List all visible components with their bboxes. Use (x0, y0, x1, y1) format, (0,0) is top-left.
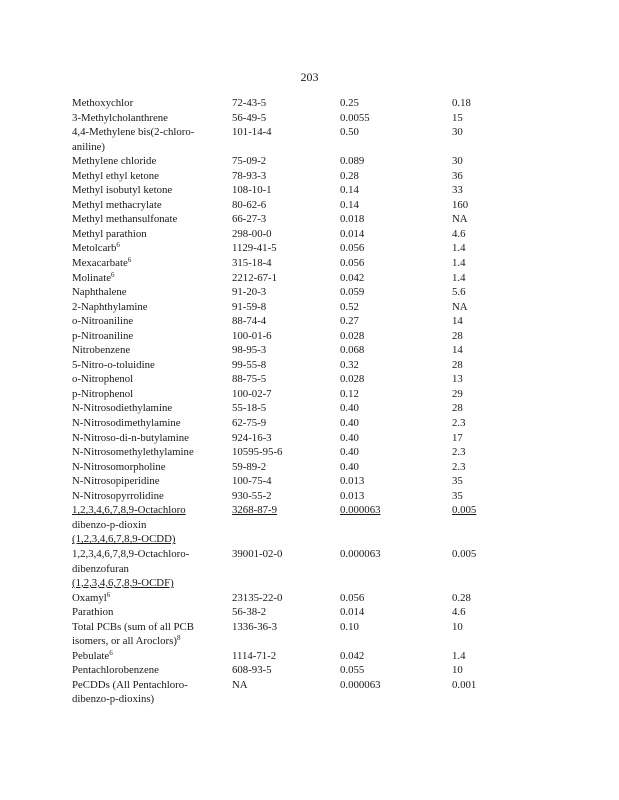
cas-number: 108-10-1 (232, 184, 272, 197)
name-line: o-Nitroaniline (72, 315, 134, 328)
name-line: dibenzofuran (72, 562, 129, 575)
cas-number: NA (232, 678, 248, 691)
name-line: o-Nitrophenol (72, 373, 134, 386)
table-row (72, 358, 492, 373)
table-row (72, 169, 492, 184)
nonwastewater-standard: 29 (452, 387, 463, 400)
name-line: 3-Methylcholanthrene (72, 111, 168, 124)
table-row (72, 489, 492, 504)
wastewater-standard: 0.013 (340, 475, 365, 488)
name-line: Methyl parathion (72, 227, 147, 240)
wastewater-standard: 0.089 (340, 155, 365, 168)
footnote-marker: 6 (106, 590, 111, 599)
constituent-name (72, 285, 222, 300)
nonwastewater-standard: 1.4 (452, 649, 466, 662)
constituent-name (72, 605, 222, 620)
name-line: p-Nitroaniline (72, 329, 134, 342)
table-row (72, 343, 492, 358)
wastewater-standard: 0.40 (340, 431, 359, 444)
cas-number: 88-75-5 (232, 373, 267, 386)
constituent-name (72, 183, 222, 198)
wastewater-standard: 0.50 (340, 126, 359, 139)
name-line: Naphthalene (72, 286, 127, 299)
wastewater-standard: 0.014 (340, 606, 365, 619)
table-row (72, 678, 492, 707)
constituent-name (72, 125, 222, 154)
table-row (72, 227, 492, 242)
nonwastewater-standard: 35 (452, 489, 463, 502)
wastewater-standard: 0.40 (340, 417, 359, 430)
nonwastewater-standard: 2.3 (452, 460, 466, 473)
constituent-name (72, 678, 222, 707)
constituent-name (72, 256, 222, 271)
nonwastewater-standard: NA (452, 213, 468, 226)
cas-number: 56-38-2 (232, 606, 267, 619)
table-row (72, 649, 492, 664)
nonwastewater-standard: 0.18 (452, 97, 471, 109)
wastewater-standard: 0.14 (340, 198, 359, 211)
cas-number: 1336-36-3 (232, 620, 277, 633)
cas-number: 101-14-4 (232, 126, 272, 139)
name-line: N-Nitrosomethylethylamine (72, 446, 194, 459)
nonwastewater-standard: 28 (452, 329, 463, 342)
cas-number: 1114-71-2 (232, 649, 277, 662)
constituent-name (72, 111, 222, 126)
name-line: N-Nitrosodimethylamine (72, 417, 181, 430)
name-line: 1,2,3,4,6,7,8,9-Octachloro (72, 504, 186, 517)
name-line: Molinate (72, 271, 111, 284)
table-row (72, 460, 492, 475)
table-row (72, 503, 492, 547)
wastewater-standard: 0.028 (340, 329, 365, 342)
constituent-name (72, 300, 222, 315)
constituent-name (72, 547, 222, 591)
constituent-name (72, 314, 222, 329)
cas-number: 80-62-6 (232, 198, 267, 211)
cas-number: 2212-67-1 (232, 271, 277, 284)
wastewater-standard: 0.000063 (340, 547, 381, 560)
constituent-name (72, 489, 222, 504)
nonwastewater-standard: 13 (452, 373, 463, 386)
constituent-name (72, 445, 222, 460)
nonwastewater-standard: 30 (452, 126, 463, 139)
nonwastewater-standard: 5.6 (452, 286, 466, 299)
footnote-marker: 6 (127, 256, 132, 265)
name-line: 4,4-Methylene bis(2-chloro- (72, 126, 195, 139)
wastewater-standard: 0.40 (340, 460, 359, 473)
nonwastewater-standard: 4.6 (452, 606, 466, 619)
nonwastewater-standard: 2.3 (452, 417, 466, 430)
table-row (72, 256, 492, 271)
cas-number: 924-16-3 (232, 431, 272, 444)
nonwastewater-standard: 28 (452, 358, 463, 371)
constituent-name (72, 372, 222, 387)
wastewater-standard: 0.10 (340, 620, 359, 633)
wastewater-standard: 0.059 (340, 286, 365, 299)
constituent-name (72, 227, 222, 242)
nonwastewater-standard: 30 (452, 155, 463, 168)
cas-number: 91-20-3 (232, 286, 267, 299)
constituent-name (72, 271, 222, 286)
cas-number: 3268-87-9 (232, 504, 277, 517)
table-row (72, 183, 492, 198)
table-row (72, 198, 492, 213)
wastewater-standard: 0.25 (340, 97, 359, 109)
name-line: (1,2,3,4,6,7,8,9-OCDD) (72, 533, 176, 546)
cas-number: 62-75-9 (232, 417, 267, 430)
constituent-name (72, 96, 222, 111)
constituent-table (72, 96, 492, 707)
nonwastewater-standard: NA (452, 300, 468, 313)
table-row (72, 474, 492, 489)
table-row (72, 401, 492, 416)
wastewater-standard: 0.14 (340, 184, 359, 197)
constituent-name (72, 649, 222, 664)
constituent-name (72, 329, 222, 344)
cas-number: 72-43-5 (232, 97, 267, 109)
name-line: N-Nitrosopyrrolidine (72, 489, 164, 502)
name-line: N-Nitrosomorpholine (72, 460, 166, 473)
wastewater-standard: 0.014 (340, 227, 365, 240)
footnote-marker: 6 (109, 648, 113, 657)
constituent-name (72, 169, 222, 184)
constituent-name (72, 620, 222, 649)
cas-number: 315-18-4 (232, 257, 272, 270)
cas-number: 75-09-2 (232, 155, 267, 168)
nonwastewater-standard: 1.4 (452, 242, 466, 255)
nonwastewater-standard: 17 (452, 431, 463, 444)
constituent-name (72, 663, 222, 678)
constituent-name (72, 591, 222, 606)
wastewater-standard: 0.056 (340, 242, 365, 255)
name-line: p-Nitrophenol (72, 387, 134, 400)
cas-number: 88-74-4 (232, 315, 267, 328)
name-line: Oxamyl (72, 591, 107, 604)
nonwastewater-standard: 2.3 (452, 446, 466, 459)
table-row (72, 416, 492, 431)
wastewater-standard: 0.40 (340, 402, 359, 415)
cas-number: 930-55-2 (232, 489, 272, 502)
name-line: (1,2,3,4,6,7,8,9-OCDF) (72, 577, 174, 590)
table-row (72, 620, 492, 649)
nonwastewater-standard: 0.28 (452, 591, 471, 604)
cas-number: 1129-41-5 (232, 242, 277, 255)
wastewater-standard: 0.042 (340, 649, 365, 662)
table-row (72, 663, 492, 678)
wastewater-standard: 0.52 (340, 300, 359, 313)
name-line: 1,2,3,4,6,7,8,9-Octachloro- (72, 547, 190, 560)
cas-number: 55-18-5 (232, 402, 267, 415)
cas-number: 56-49-5 (232, 111, 267, 124)
cas-number: 99-55-8 (232, 358, 267, 371)
wastewater-standard: 0.12 (340, 387, 359, 400)
wastewater-standard: 0.40 (340, 446, 359, 459)
wastewater-standard: 0.018 (340, 213, 365, 226)
table-row (72, 271, 492, 286)
name-line: 2-Naphthylamine (72, 300, 148, 313)
wastewater-standard: 0.27 (340, 315, 359, 328)
name-line: N-Nitrosodiethylamine (72, 402, 173, 415)
nonwastewater-standard: 10 (452, 620, 463, 633)
table-row (72, 241, 492, 256)
cas-number: 91-59-8 (232, 300, 267, 313)
cas-number: 608-93-5 (232, 664, 272, 677)
name-line: Pebulate (72, 649, 110, 662)
nonwastewater-standard: 33 (452, 184, 463, 197)
constituent-name (72, 154, 222, 169)
cas-number: 39001-02-0 (232, 547, 283, 560)
table-row (72, 154, 492, 169)
nonwastewater-standard: 0.001 (452, 678, 477, 691)
wastewater-standard: 0.28 (340, 169, 359, 182)
name-line: PeCDDs (All Pentachloro- (72, 678, 188, 691)
table-row (72, 300, 492, 315)
constituent-name (72, 460, 222, 475)
constituent-name (72, 503, 222, 547)
wastewater-standard: 0.068 (340, 344, 365, 357)
table-row (72, 96, 492, 111)
name-line: 5-Nitro-o-toluidine (72, 358, 155, 371)
name-line: Total PCBs (sum of all PCB (72, 620, 194, 633)
cas-number: 23135-22-0 (232, 591, 283, 604)
name-line: Mexacarbate (72, 257, 128, 270)
table-row (72, 605, 492, 620)
wastewater-standard: 0.000063 (340, 678, 381, 691)
nonwastewater-standard: 1.4 (452, 257, 466, 270)
wastewater-standard: 0.042 (340, 271, 365, 284)
name-line: Methoxychlor (72, 97, 134, 109)
table-row (72, 445, 492, 460)
nonwastewater-standard: 160 (452, 198, 469, 211)
name-line: isomers, or all Aroclors) (72, 635, 177, 648)
wastewater-standard: 0.028 (340, 373, 365, 386)
nonwastewater-standard: 15 (452, 111, 463, 124)
wastewater-standard: 0.0055 (340, 111, 370, 124)
nonwastewater-standard: 4.6 (452, 227, 466, 240)
table-row (72, 431, 492, 446)
wastewater-standard: 0.056 (340, 591, 365, 604)
name-line: aniline) (72, 140, 105, 153)
name-line: Parathion (72, 606, 114, 619)
constituent-name (72, 431, 222, 446)
footnote-marker: 6 (116, 241, 120, 250)
nonwastewater-standard: 10 (452, 664, 463, 677)
table-row (72, 111, 492, 126)
name-line: N-Nitrosopiperidine (72, 475, 160, 488)
constituent-name (72, 198, 222, 213)
cas-number: 100-02-7 (232, 387, 272, 400)
table-row (72, 591, 492, 606)
constituent-name (72, 343, 222, 358)
name-line: Metolcarb (72, 242, 117, 255)
nonwastewater-standard: 28 (452, 402, 463, 415)
constituent-name (72, 416, 222, 431)
name-line: Methylene chloride (72, 155, 157, 168)
nonwastewater-standard: 0.005 (452, 547, 477, 560)
name-line: Methyl methacrylate (72, 198, 162, 211)
constituent-name (72, 387, 222, 402)
cas-number: 66-27-3 (232, 213, 267, 226)
nonwastewater-standard: 35 (452, 475, 463, 488)
table-row (72, 329, 492, 344)
wastewater-standard: 0.055 (340, 664, 365, 677)
cas-number: 10595-95-6 (232, 446, 283, 459)
table-row (72, 314, 492, 329)
cas-number: 298-00-0 (232, 227, 272, 240)
constituent-name (72, 241, 222, 256)
constituent-name (72, 401, 222, 416)
table-row (72, 372, 492, 387)
cas-number: 100-75-4 (232, 475, 272, 488)
cas-number: 78-93-3 (232, 169, 267, 182)
cas-number: 98-95-3 (232, 344, 267, 357)
wastewater-standard: 0.013 (340, 489, 365, 502)
name-line: dibenzo-p-dioxins) (72, 693, 155, 706)
footnote-marker: 8 (176, 634, 181, 643)
nonwastewater-standard: 14 (452, 344, 463, 357)
constituent-name (72, 212, 222, 227)
name-line: Methyl isobutyl ketone (72, 184, 173, 197)
constituent-name (72, 358, 222, 373)
name-line: Methyl ethyl ketone (72, 169, 159, 182)
nonwastewater-standard: 36 (452, 169, 463, 182)
nonwastewater-standard: 14 (452, 315, 463, 328)
table-row (72, 285, 492, 300)
table-row (72, 387, 492, 402)
cas-number: 100-01-6 (232, 329, 272, 342)
wastewater-standard: 0.000063 (340, 504, 381, 517)
table-row (72, 212, 492, 227)
wastewater-standard: 0.056 (340, 257, 365, 270)
name-line: N-Nitroso-di-n-butylamine (72, 431, 189, 444)
footnote-marker: 6 (110, 270, 115, 279)
name-line: Methyl methansulfonate (72, 213, 178, 226)
name-line: Nitrobenzene (72, 344, 131, 357)
wastewater-standard: 0.32 (340, 358, 359, 371)
table-row (72, 547, 492, 591)
constituent-name (72, 474, 222, 489)
name-line: Pentachlorobenzene (72, 664, 159, 677)
nonwastewater-standard: 1.4 (452, 271, 466, 284)
page-number: 203 (300, 70, 319, 84)
nonwastewater-standard: 0.005 (452, 504, 477, 517)
table-row (72, 125, 492, 154)
name-line: dibenzo-p-dioxin (72, 518, 147, 531)
cas-number: 59-89-2 (232, 460, 267, 473)
